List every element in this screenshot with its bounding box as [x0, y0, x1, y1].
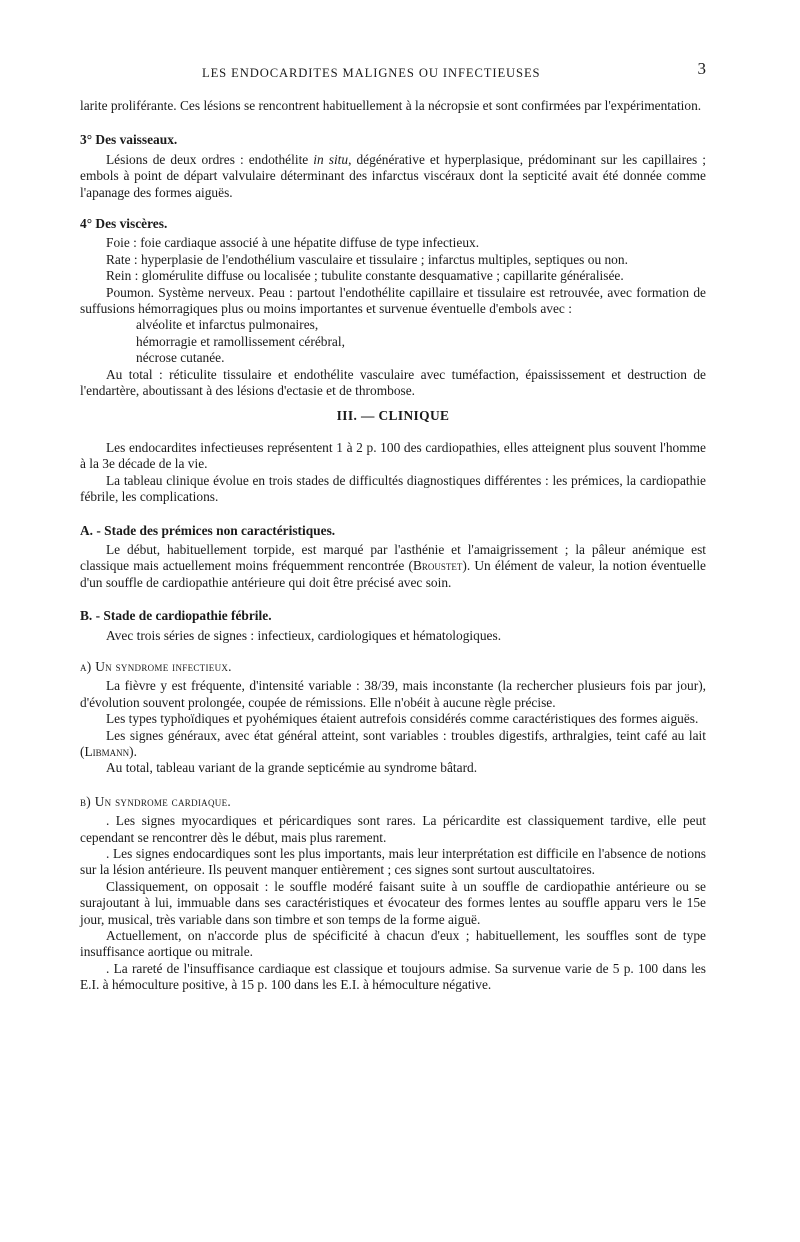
paragraph-stage-a: [80, 542, 706, 591]
paragraph-types: Les types typhoïdiques et pyohémiques étaient autrefois considérés comme caractéristiques des formes aiguës.: [106, 711, 699, 727]
paragraph-rate: Rate : hyperplasie de l'endothélium vasculaire et tissulaire ; infarctus multiples, septiques ou non.: [106, 251, 628, 267]
paragraph-clinique-2: La tableau clinique évolue en trois stades de difficultés diagnostiques différentes : les prémices, la cardiopathie fébrile, les complications.: [80, 472, 706, 505]
author-name: Libmann: [84, 744, 130, 759]
running-header: [82, 61, 706, 83]
paragraph-stage-b: Avec trois séries de signes : infectieux, cardiologiques et hématologiques.: [106, 627, 502, 643]
paragraph-intro: larite proliférante. Ces lésions se rencontrent habituellement à la nécropsie et sont confirmées par l'expérimentation.: [80, 98, 702, 113]
subheading-syndrome-infectieux: a) Un syndrome infectieux.: [80, 658, 232, 674]
running-title: LES ENDOCARDITES MALIGNES OU INFECTIEUSES: [202, 66, 541, 80]
heading-visceres: 4° Des viscères.: [80, 216, 168, 232]
paragraph-au-total: Au total, tableau variant de la grande septicémie au syndrome bâtard.: [106, 760, 478, 776]
section-title: III. — CLINIQUE: [336, 407, 450, 423]
list-item: nécrose cutanée.: [136, 350, 225, 366]
text-run: ). Un élément de valeur, la notion éventuelle d'un souffle de cardiopathie antérieure qui doit être précisé avec soin.: [80, 558, 706, 590]
paragraph-classiquement: Classiquement, on opposait : le souffle modéré faisant suite à un souffle de cardiopathie antérieure ou se surajoutant à lui, immuable dans ses caractéristiques et évocateur des formes lentes au souffle apparu vers le 15e jour, musical, très variable dans son timbre et son temps de la forme aiguë.: [80, 878, 706, 927]
paragraph-myocardiques: . Les signes myocardiques et péricardiques sont rares. La péricardite est classiquement tardive, elle peut cependant se rencontrer dès le début, mais plus rarement.: [80, 813, 706, 845]
text-run: Le début, habituellement torpide, est marqué par l'asthénie et l'amaigrissement ; la pâleur anémique est classique mais actuellement moins fréquemment rencontrée (: [80, 541, 706, 574]
page-number: 3: [697, 59, 706, 78]
paragraph-fievre: La fièvre y est fréquente, d'intensité variable : 38/39, mais inconstante (la rechercher plusieurs fois par jour), d'évolution souvent prolongée, coupée de rémissions. Elle n'obéit à aucune règle précise.: [80, 678, 706, 710]
body-text: [80, 98, 706, 994]
subheading-syndrome-cardiaque: b) Un syndrome cardiaque.: [80, 793, 232, 809]
list-item: hémorragie et ramollissement cérébral,: [136, 333, 345, 349]
paragraph-endocardiques: . Les signes endocardiques sont les plus importants, mais leur interprétation est difficile en l'absence de notions sur la lésion antérieure. Ils peuvent manquer entièrement ; ces signes sont surtout auscultatoires.: [80, 846, 706, 878]
list-item: alvéolite et infarctus pulmonaires,: [136, 317, 319, 333]
author-name: Broustet: [412, 558, 463, 574]
text-run: Les signes généraux, avec état général atteint, sont variables : troubles digestifs, arthralgies, teint café au lait (: [80, 727, 706, 759]
paragraph-rein: Rein : glomérulite diffuse ou localisée ; tubulite constante desquamative ; capillarite généralisée.: [106, 268, 624, 284]
paragraph-foie: Foie : foie cardiaque associé à une hépatite diffuse de type infectieux.: [106, 235, 480, 251]
text-run: Lésions de deux ordres : endothélite: [106, 151, 314, 167]
text-run: ).: [129, 744, 137, 759]
paragraph-signes-generaux: [80, 728, 706, 761]
paragraph-poumon: Poumon. Système nerveux. Peau : partout l'endothélite capillaire et tissulaire est retrouvée, avec formation de suffusions hémorragiques plus ou moins importantes et survenue éventuelle d'embols avec :: [80, 284, 706, 317]
paragraph-insuffisance: . La rareté de l'insuffisance cardiaque est classique et toujours admise. Sa survenue varie de 5 p. 100 dans les E.I. à hémoculture positive, à 15 p. 100 dans les E.I. à hémoculture négative.: [80, 960, 706, 993]
paragraph-clinique-1: Les endocardites infectieuses représentent 1 à 2 p. 100 des cardiopathies, elles atteignent plus souvent l'homme à la 3e décade de la vie.: [80, 439, 706, 472]
heading-stage-b: B. - Stade de cardiopathie fébrile.: [80, 608, 272, 624]
heading-stage-a: A. - Stade des prémices non caractéristiques.: [80, 522, 336, 538]
paragraph-actuellement: Actuellement, on n'accorde plus de spécificité à chacun d'eux ; habituellement, les souffles sont de type insuffisance aortique ou mitrale.: [80, 928, 706, 960]
paragraph-vaisseaux: [80, 152, 706, 201]
text-run: , dégénérative et hyperplasique, prédominant sur les capillaires ; embols à point de départ valvulaire déterminant des infarctus viscéraux dont la septicité avait été donnée comme l'apanage des formes aiguës.: [80, 151, 706, 200]
heading-vaisseaux: 3° Des vaisseaux.: [80, 132, 178, 148]
italic-term: in situ: [313, 151, 349, 167]
paragraph-total: Au total : réticulite tissulaire et endothélite vasculaire avec tuméfaction, épaississement et destruction de l'endartère, aboutissant à des lésions d'ectasie et de thrombose.: [80, 366, 706, 399]
